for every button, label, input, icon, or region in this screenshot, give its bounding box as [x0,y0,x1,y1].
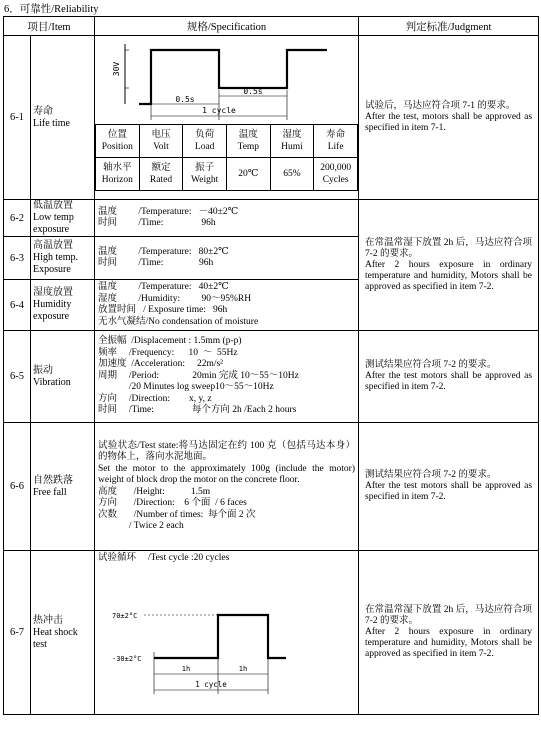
condition-header-cn: 位置 [107,130,127,140]
life-spec [95,36,359,200]
vibration-judgment [359,331,539,423]
condition-value-line: 65% [283,169,301,179]
life-conditions-table [95,124,358,191]
spec-line: 方向 /Direction: 6 个面 / 6 faces [98,498,247,508]
spec-line: /20 Minutes log sweep10～55～10Hz [98,382,274,393]
judgment-en: After 2 hours exposure in ordinary temperature and humidity, Motors shall be approved as specified in item 7-2. [365,259,533,292]
low-temp-label: -30±2°C [112,655,142,663]
header-spec: 规格/Specification [95,17,359,36]
spec-line: 温度 /Temperature: 80±2℃ [98,246,229,257]
item-name-cn: 振动 [33,364,53,376]
item-name-en-2: exposure [33,224,70,235]
low-temp-spec [95,200,359,237]
spec-line: 加速度 /Acceleration: 22m/s² [98,359,224,370]
judgment-en: After 2 hours exposure in ordinary temperature and humidity, Motors shall be approved as specified in item 7-2. [365,627,533,659]
judgment-en: After the test motors shall be approved as specified in item 7-2. [365,371,533,392]
condition-header-en: Load [194,142,215,152]
item-number: 6-7 [4,551,31,715]
condition-value-line: 振子 [195,163,215,173]
condition-value [314,158,358,191]
condition-value [270,158,314,191]
item-name-en: High temp. [33,252,78,263]
spec-line: 放置时间 / Exposure time: 96h [98,305,228,315]
condition-value-line: 轴水平 [103,163,132,173]
item-name-en: Low temp [33,212,74,223]
item-number: 6-5 [4,331,31,423]
spec-line: 湿度 /Humidity: 90～95%RH [98,293,252,304]
item-name [31,36,95,200]
off-time-label: 0.5s [243,87,263,96]
high-duration-label: 1h [238,665,248,673]
condition-header [183,125,227,158]
condition-value [96,158,140,191]
item-name [31,331,95,423]
cycle-label: 1 cycle [202,106,236,115]
condition-value [183,158,227,191]
condition-header-en: Position [101,142,133,152]
item-name-en: Vibration [33,376,71,388]
spec-line: 温度 /Temperature: 40±2℃ [98,282,229,292]
condition-value-line: Rated [149,175,173,185]
item-name [31,423,95,551]
condition-header [314,125,358,158]
heat-shock-judgment [359,551,539,715]
condition-header-en: Temp [237,142,260,152]
item-name-cn: 热冲击 [33,614,63,626]
item-name-cn: 寿命 [33,105,53,117]
judgment-en: After the test motors shall be approved as specified in item 7-2. [365,481,533,502]
item-name-en: Free fall [33,486,67,498]
condition-header-cn: 温度 [238,130,258,140]
test-state-cn: 试验状态/Test state:将马达固定在约 100 克（包括马达本身）的物体上，落向水泥地面。 [98,440,356,462]
header-judgment: 判定标准/Judgment [359,17,539,36]
condition-header-cn: 湿度 [282,130,302,140]
heat-shock-spec [95,551,359,715]
item-name-cn: 高温放置 [33,240,73,251]
item-name [31,551,95,715]
spec-line: 试验循环 /Test cycle :20 cycles [98,553,230,563]
condition-value-line: Cycles [322,175,349,185]
item-number: 6-4 [4,280,31,331]
spec-line: 次数 /Number of times: 每个面 2 次 [98,509,256,520]
condition-header-cn: 寿命 [326,130,346,140]
row-life [4,36,539,200]
judgment-cn: 测试结果应符合项 7-2 的要求。 [365,360,497,370]
condition-value [226,158,270,191]
judgment-cn: 试验后，马达应符合项 7-1 的要求。 [365,101,516,111]
row-low-temp [4,200,539,237]
item-name-en-2: test [33,638,47,650]
condition-value-line: 20℃ [238,169,259,179]
header-item: 项目/Item [4,17,95,36]
item-number: 6-1 [4,36,31,200]
humidity-spec [95,280,359,331]
item-name-cn: 湿度放置 [33,287,73,298]
judgment-cn: 测试结果应符合项 7-2 的要求。 [365,470,497,480]
spec-line: 温度 /Temperature: －40±2℃ [98,206,239,217]
item-name-cn: 低温放置 [33,200,73,211]
item-name-cn: 自然跌落 [33,474,73,486]
section-title: 6．可靠性/Reliability [4,4,99,15]
condition-value [139,158,183,191]
condition-header [270,125,314,158]
free-fall-judgment [359,423,539,551]
spec-line: 方向 /Direction: x, y, z [98,393,212,404]
condition-value-line: Horizon [101,175,133,185]
cycle-label: 1 cycle [195,680,227,689]
spec-line: 时间 /Time: 96h [98,258,214,268]
item-name-en: Life time [33,117,70,129]
item-name [31,280,95,331]
low-duration-label: 1h [181,665,191,673]
condition-header-cn: 电压 [151,130,171,140]
condition-header-en: Humi [281,142,303,152]
row-heat-shock [4,551,539,715]
condition-value-line: 200,000 [320,163,352,173]
storage-judgment [359,200,539,331]
row-vibration [4,331,539,423]
item-name-en: Humidity [33,299,72,310]
on-time-label: 0.5s [175,95,195,104]
item-name-en: Heat shock [33,626,78,638]
spec-line: 时间 /Time: 每个方向 2h /Each 2 hours [98,405,297,416]
condition-value-line: 额定 [151,163,171,173]
condition-header-en: Life [327,142,344,152]
item-name [31,237,95,280]
spec-line: 全振幅 /Displacement : 1.5mm (p-p) [98,336,242,347]
spec-line: 频率 /Frequency: 10 ～ 55Hz [98,347,238,358]
condition-header [139,125,183,158]
condition-value-line: Weight [191,175,219,185]
condition-header [226,125,270,158]
judgment-en: After the test, motors shall be approved as specified in item 7-1. [365,112,533,133]
spec-line: 无水气凝结/No condensation of moisture [98,316,259,327]
spec-line: 高度 /Height: 1.5m [98,486,211,497]
item-name-en-2: Exposure [33,264,71,275]
life-judgment [359,36,539,200]
condition-header [96,125,140,158]
test-state-en: Set the motor to the approximately 100g (include the motor) weight of block drop the motor on the concrete floor. [98,463,356,485]
condition-header-en: Volt [153,142,169,152]
item-name [31,200,95,237]
high-temp-label: 70±2°C [112,612,138,620]
item-number: 6-6 [4,423,31,551]
header-row [4,17,539,36]
item-number: 6-3 [4,237,31,280]
spec-line: 周期 /Period: 20min 完成 10～55～10Hz [98,370,299,381]
judgment-cn: 在常温常湿下放置 2h 后，马达应符合项 7-2 的要求。 [365,605,533,626]
voltage-label: 30V [112,61,122,77]
high-temp-spec [95,237,359,280]
voltage-waveform [95,36,358,124]
item-name-en-2: exposure [33,311,70,322]
spec-line: / Twice 2 each [98,521,184,531]
temperature-waveform [98,592,354,712]
reliability-table [3,16,539,715]
item-number: 6-2 [4,200,31,237]
vibration-spec [95,331,359,423]
judgment-cn: 在常温常湿下放置 2h 后，马达应符合项 7-2 的要求。 [365,237,533,259]
row-free-fall [4,423,539,551]
spec-line: 时间 /Time: 96h [98,218,216,228]
condition-header-cn: 负荷 [195,130,215,140]
free-fall-spec [95,423,359,551]
